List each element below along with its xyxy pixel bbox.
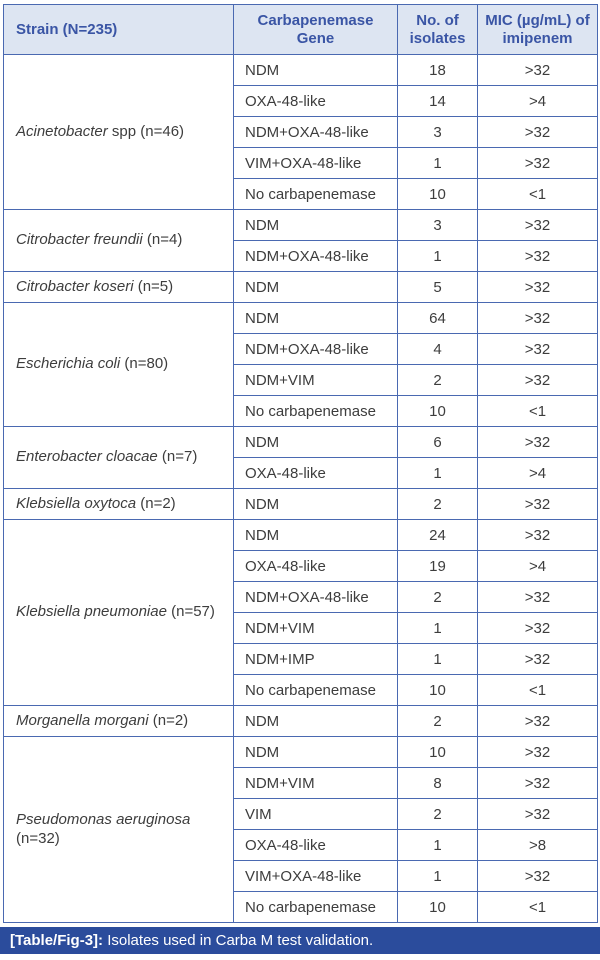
mic-value: >32	[478, 303, 598, 334]
table-row	[4, 303, 598, 334]
isolates-count: 1	[398, 241, 478, 272]
mic-value: <1	[478, 675, 598, 706]
mic-value: >32	[478, 55, 598, 86]
gene-value: OXA-48-like	[234, 86, 398, 117]
gene-value: No carbapenemase	[234, 675, 398, 706]
gene-value: No carbapenemase	[234, 396, 398, 427]
strain-cell	[4, 706, 234, 737]
gene-value: NDM	[234, 303, 398, 334]
strain-cell	[4, 520, 234, 706]
mic-value: >32	[478, 241, 598, 272]
isolates-count: 3	[398, 210, 478, 241]
gene-value: NDM	[234, 210, 398, 241]
strain-name-italic: Citrobacter koseri	[16, 277, 134, 295]
mic-value: >4	[478, 86, 598, 117]
isolates-count: 1	[398, 830, 478, 861]
strain-name-suffix: (n=5)	[133, 277, 174, 295]
isolates-count: 2	[398, 799, 478, 830]
mic-value: >32	[478, 737, 598, 768]
strain-name-italic: Acinetobacter	[16, 122, 108, 140]
strain-name-suffix: (n=57)	[166, 603, 215, 621]
isolates-count: 10	[398, 737, 478, 768]
isolates-count: 1	[398, 861, 478, 892]
isolates-count: 1	[398, 613, 478, 644]
strain-cell	[4, 210, 234, 272]
table-row	[4, 427, 598, 458]
isolates-count: 2	[398, 706, 478, 737]
gene-value: NDM	[234, 55, 398, 86]
gene-value: NDM+OXA-48-like	[234, 117, 398, 148]
isolates-count: 18	[398, 55, 478, 86]
header-no-of-isolates: No. of isolates	[398, 5, 478, 55]
isolates-count: 19	[398, 551, 478, 582]
gene-value: No carbapenemase	[234, 892, 398, 923]
mic-value: >4	[478, 458, 598, 489]
strain-cell	[4, 427, 234, 489]
strain-cell	[4, 737, 234, 923]
mic-value: >8	[478, 830, 598, 861]
isolates-count: 3	[398, 117, 478, 148]
gene-value: VIM+OXA-48-like	[234, 148, 398, 179]
gene-value: NDM+VIM	[234, 365, 398, 396]
mic-value: <1	[478, 179, 598, 210]
isolates-count: 1	[398, 458, 478, 489]
isolates-count: 5	[398, 272, 478, 303]
isolates-count: 1	[398, 148, 478, 179]
caption-text: Isolates used in Carba M test validation.	[103, 932, 374, 949]
isolates-count: 10	[398, 675, 478, 706]
mic-value: >32	[478, 520, 598, 551]
isolates-count: 1	[398, 644, 478, 675]
strain-name-italic: Escherichia coli	[16, 355, 121, 373]
table-caption	[0, 927, 600, 954]
table-row	[4, 55, 598, 86]
mic-value: >32	[478, 768, 598, 799]
header-carbapenemase-gene: Carbapenemase Gene	[234, 5, 398, 55]
header-strain: Strain (N=235)	[4, 5, 234, 55]
strain-cell	[4, 55, 234, 210]
mic-value: >32	[478, 861, 598, 892]
table-row	[4, 706, 598, 737]
strain-name-suffix: (n=32)	[16, 829, 60, 847]
header-row	[4, 5, 598, 55]
strain-name-suffix: (n=4)	[142, 231, 183, 249]
isolates-count: 4	[398, 334, 478, 365]
strain-cell	[4, 489, 234, 520]
mic-value: >32	[478, 334, 598, 365]
isolates-count: 14	[398, 86, 478, 117]
gene-value: NDM	[234, 272, 398, 303]
gene-value: NDM+IMP	[234, 644, 398, 675]
strain-name-suffix: (n=7)	[157, 448, 198, 466]
gene-value: NDM	[234, 520, 398, 551]
mic-value: >32	[478, 706, 598, 737]
gene-value: NDM+OXA-48-like	[234, 582, 398, 613]
strain-name-italic: Citrobacter freundii	[16, 231, 143, 249]
isolates-count: 2	[398, 489, 478, 520]
table-row	[4, 210, 598, 241]
isolates-count: 8	[398, 768, 478, 799]
isolates-count: 10	[398, 396, 478, 427]
gene-value: No carbapenemase	[234, 179, 398, 210]
strain-name-italic: Morganella morgani	[16, 711, 149, 729]
header-mic-imipenem: MIC (µg/mL) of imipenem	[478, 5, 598, 55]
gene-value: NDM	[234, 737, 398, 768]
gene-value: NDM	[234, 706, 398, 737]
gene-value: NDM	[234, 489, 398, 520]
mic-value: >32	[478, 272, 598, 303]
gene-value: NDM+VIM	[234, 613, 398, 644]
gene-value: OXA-48-like	[234, 458, 398, 489]
mic-value: >32	[478, 148, 598, 179]
table-row	[4, 272, 598, 303]
mic-value: >32	[478, 210, 598, 241]
isolates-count: 10	[398, 892, 478, 923]
isolates-table	[3, 4, 598, 923]
mic-value: >4	[478, 551, 598, 582]
isolates-count: 10	[398, 179, 478, 210]
mic-value: >32	[478, 489, 598, 520]
gene-value: OXA-48-like	[234, 551, 398, 582]
strain-name-suffix: (n=2)	[148, 711, 189, 729]
isolates-count: 24	[398, 520, 478, 551]
strain-name-italic: Pseudomonas aeruginosa	[16, 810, 191, 828]
strain-name-italic: Enterobacter cloacae	[16, 448, 158, 466]
isolates-count: 2	[398, 582, 478, 613]
gene-value: VIM+OXA-48-like	[234, 861, 398, 892]
isolates-count: 6	[398, 427, 478, 458]
strain-name-suffix: (n=80)	[120, 355, 169, 373]
isolates-count: 2	[398, 365, 478, 396]
table-row	[4, 520, 598, 551]
mic-value: >32	[478, 117, 598, 148]
gene-value: NDM+VIM	[234, 768, 398, 799]
strain-name-italic: Klebsiella pneumoniae	[16, 603, 167, 621]
gene-value: NDM+OXA-48-like	[234, 334, 398, 365]
mic-value: >32	[478, 365, 598, 396]
gene-value: NDM+OXA-48-like	[234, 241, 398, 272]
strain-cell	[4, 303, 234, 427]
mic-value: <1	[478, 892, 598, 923]
strain-name-suffix: (n=2)	[136, 494, 176, 512]
mic-value: >32	[478, 613, 598, 644]
mic-value: >32	[478, 582, 598, 613]
mic-value: >32	[478, 427, 598, 458]
strain-name-italic: Klebsiella oxytoca	[16, 494, 137, 512]
gene-value: NDM	[234, 427, 398, 458]
isolates-count: 64	[398, 303, 478, 334]
table-row	[4, 737, 598, 768]
mic-value: <1	[478, 396, 598, 427]
table-row	[4, 489, 598, 520]
strain-name-suffix: spp (n=46)	[107, 122, 185, 140]
mic-value: >32	[478, 644, 598, 675]
strain-cell	[4, 272, 234, 303]
gene-value: VIM	[234, 799, 398, 830]
caption-label: [Table/Fig-3]:	[10, 932, 104, 949]
mic-value: >32	[478, 799, 598, 830]
gene-value: OXA-48-like	[234, 830, 398, 861]
